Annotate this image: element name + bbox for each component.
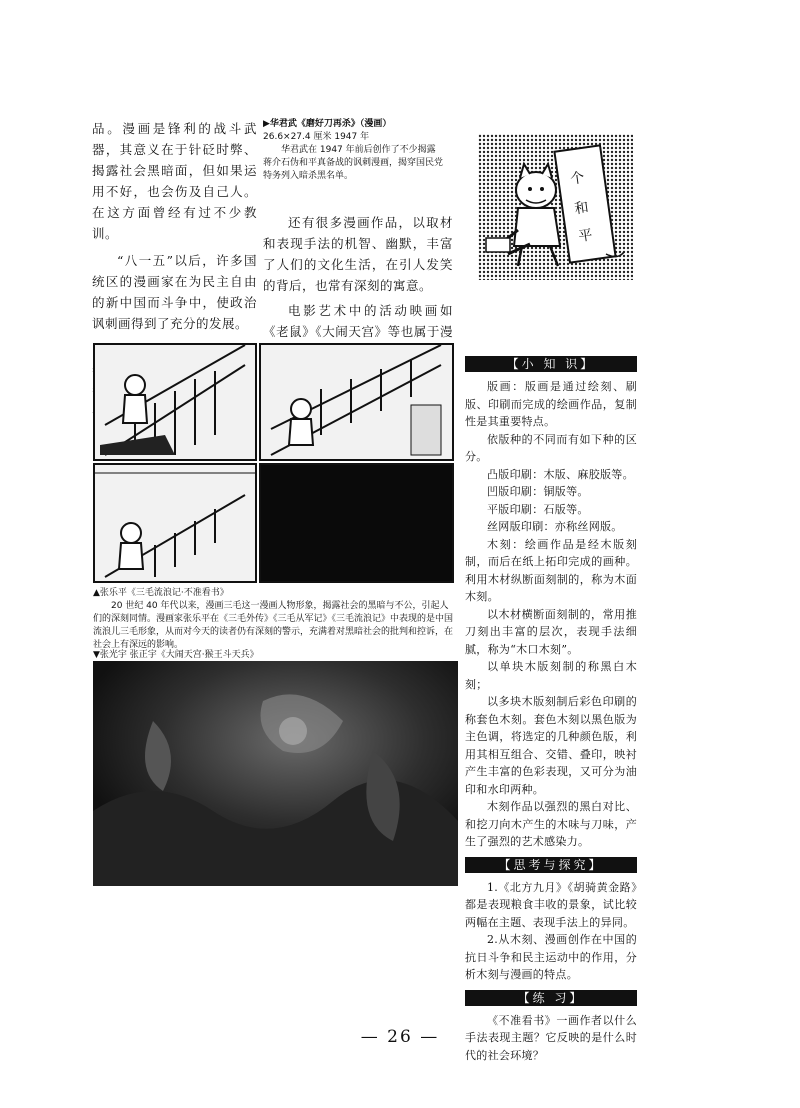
section-header-think: 【思考与探究】 — [465, 857, 637, 873]
sidebar-paragraph: 凹版印刷：铜版等。 — [487, 485, 589, 498]
comic-panel — [93, 463, 257, 583]
cartoon-caption-block — [263, 118, 453, 183]
cartoon-caption-title: ▶华君武《磨好刀再杀》（漫画） — [263, 119, 392, 129]
photo-caption: ▼张光宇 张正宇《大闹天宫·猴王斗天兵》 — [93, 650, 259, 660]
comic-panel — [259, 343, 454, 461]
section-header-knowledge: 【小 知 识】 — [465, 356, 637, 372]
question-item: 2.从木刻、漫画创作在中国的抗日斗争和民主运动中的作用，分析木刻与漫画的特点。 — [465, 933, 637, 981]
svg-text:和: 和 — [573, 199, 590, 218]
sidebar-paragraph: 依版种的不同而有如下种的区分。 — [465, 432, 637, 463]
comic-strip-sanmao — [93, 343, 454, 583]
question-item: 1.《北方九月》《胡骑黄金路》都是表现粮食丰收的景象，试比较两幅在主题、表现手法上的异同。 — [465, 880, 637, 929]
section-header-exercise: 【练 习】 — [465, 990, 637, 1006]
sidebar-paragraph: 以单块木版刻制的称黑白木刻； — [465, 660, 637, 691]
cartoon-caption-size: 26.6×27.4 厘米 1947 年 — [263, 132, 370, 142]
sidebar-paragraph: 以木材横断面刻制的，常用推刀刻出丰富的层次，表现手法细腻，称为“木口木刻”。 — [465, 607, 637, 656]
comic-caption-title: ▲张乐平《三毛流浪记·不准看书》 — [93, 588, 229, 598]
sidebar-paragraph: 木刻作品以强烈的黑白对比、和挖刀向木产生的木味与刀味，产生了强烈的艺术感染力。 — [465, 800, 637, 848]
sidebar-paragraph: 木刻：绘画作品是经木版刻制，而后在纸上拓印完成的画种。利用木材纵断面刻制的，称为木面木刻。 — [465, 537, 637, 603]
page-number: — 26 — — [360, 1027, 440, 1047]
sidebar-paragraph: 以多块木版刻制后彩色印刷的称套色木刻。套色木刻以黑色版为主色调，将选定的几种颜色版，利用其相互组合、交错、叠印，映衬产生丰富的色彩表现，又可分为油印和水印两种。 — [465, 695, 637, 796]
sidebar-paragraph: 丝网版印刷：亦称丝网版。 — [487, 520, 623, 533]
sidebar-knowledge — [465, 350, 637, 1064]
cartoon-caption-description: 华君武在 1947 年前后创作了不少揭露蒋介石伪和平真备战的讽刺漫画，揭穿国民党特务列入暗杀黑名单。 — [263, 145, 444, 181]
sidebar-paragraph: 版画：版画是通过绘刻、刷版、印刷而完成的绘画作品，复制性是其重要特点。 — [465, 380, 637, 428]
paragraph: 还有很多漫画作品，以取材和表现手法的机智、幽默，丰富了人们的文化生活，在引人发笑的背后，也常有深刻的寓意。 — [263, 215, 453, 293]
comic-panel-dark — [259, 463, 454, 583]
film-still-image — [93, 661, 458, 886]
comic-panel — [93, 343, 257, 461]
svg-text:个: 个 — [569, 169, 586, 188]
text-column-middle — [263, 212, 453, 363]
paragraph: “八一五”以后，许多国统区的漫画家在为民主自由的新中国而斗争中，使政治讽刺画得到了充分的发展。 — [92, 253, 257, 331]
paragraph: 电影艺术中的活动映画如《老鼠》《大闹天宫》等也属于漫 — [263, 303, 453, 339]
cartoon-image-hua-junwu — [478, 134, 633, 280]
comic-caption-description: 20 世纪 40 年代以来，漫画三毛这一漫画人物形象，揭露社会的黑暗与不公，引起人们的深刻同情。漫画家张乐平在《三毛外传》《三毛从军记》《三毛流浪记》中表现的是中国流浪儿三毛形象，从而对今天的读者仍有深刻的警示，充满着对黑暗社会的批判和控诉，在社会上有深远的影响。 — [93, 601, 454, 650]
comic-caption — [93, 587, 454, 652]
sidebar-paragraph: 凸版印刷：木版、麻胶版等。 — [487, 467, 634, 481]
paragraph: 品。漫画是锋利的战斗武器，其意义在于针砭时弊、揭露社会黑暗面，但如果运用不好，也会伤及自己人。在这方面曾经有过不少教训。 — [92, 121, 257, 241]
exercise-item: 《不准看书》一画作者以什么手法表现主题？它反映的是什么时代的社会环境？ — [465, 1013, 637, 1062]
sidebar-paragraph: 平版印刷：石版等。 — [487, 502, 589, 516]
svg-text:平: 平 — [577, 227, 594, 246]
